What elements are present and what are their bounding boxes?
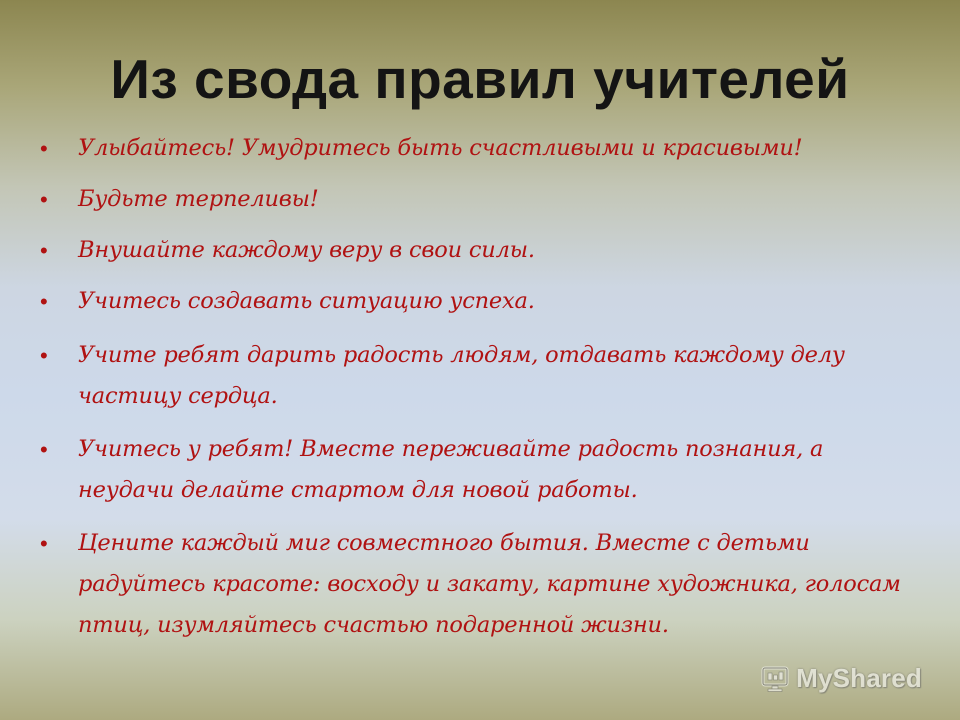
list-item: [40, 429, 920, 511]
myshared-logo-icon: [760, 664, 790, 694]
bullet-marker: •: [40, 343, 48, 368]
watermark-text: MyShared: [796, 663, 922, 693]
bullet-marker: •: [40, 238, 48, 263]
list-item: [40, 335, 920, 417]
list-item-text: Внушайте каждому веру в свои силы.: [78, 237, 535, 263]
bullet-marker: •: [40, 187, 48, 212]
list-item-text: Учите ребят дарить радость людям, отдавать каждому делу частицу сердца.: [78, 342, 845, 409]
list-item-text: Цените каждый миг совместного бытия. Вместе с детьми радуйтесь красоте: восходу и закату, картине художника, голосам птиц, изумляйтесь счастью подаренной жизни.: [78, 530, 901, 638]
bullet-marker: •: [40, 531, 48, 556]
list-item: [40, 281, 920, 322]
list-item-text: Учитесь создавать ситуацию успеха.: [78, 288, 535, 314]
myshared-watermark[interactable]: [760, 663, 922, 694]
bullet-marker: •: [40, 437, 48, 462]
list-item-text: Учитесь у ребят! Вместе переживайте радость познания, а неудачи делайте стартом для новой работы.: [78, 436, 824, 503]
list-item: [40, 230, 920, 271]
bullet-marker: •: [40, 136, 48, 161]
rules-list: [40, 128, 920, 660]
list-item: [40, 523, 920, 646]
list-item: [40, 179, 920, 220]
list-item-text: Будьте терпеливы!: [78, 186, 319, 212]
list-item: [40, 128, 920, 169]
bullet-marker: •: [40, 289, 48, 314]
slide-title: Из свода правил учителей: [110, 48, 850, 110]
list-item-text: Улыбайтесь! Умудритесь быть счастливыми и красивыми!: [78, 135, 803, 161]
